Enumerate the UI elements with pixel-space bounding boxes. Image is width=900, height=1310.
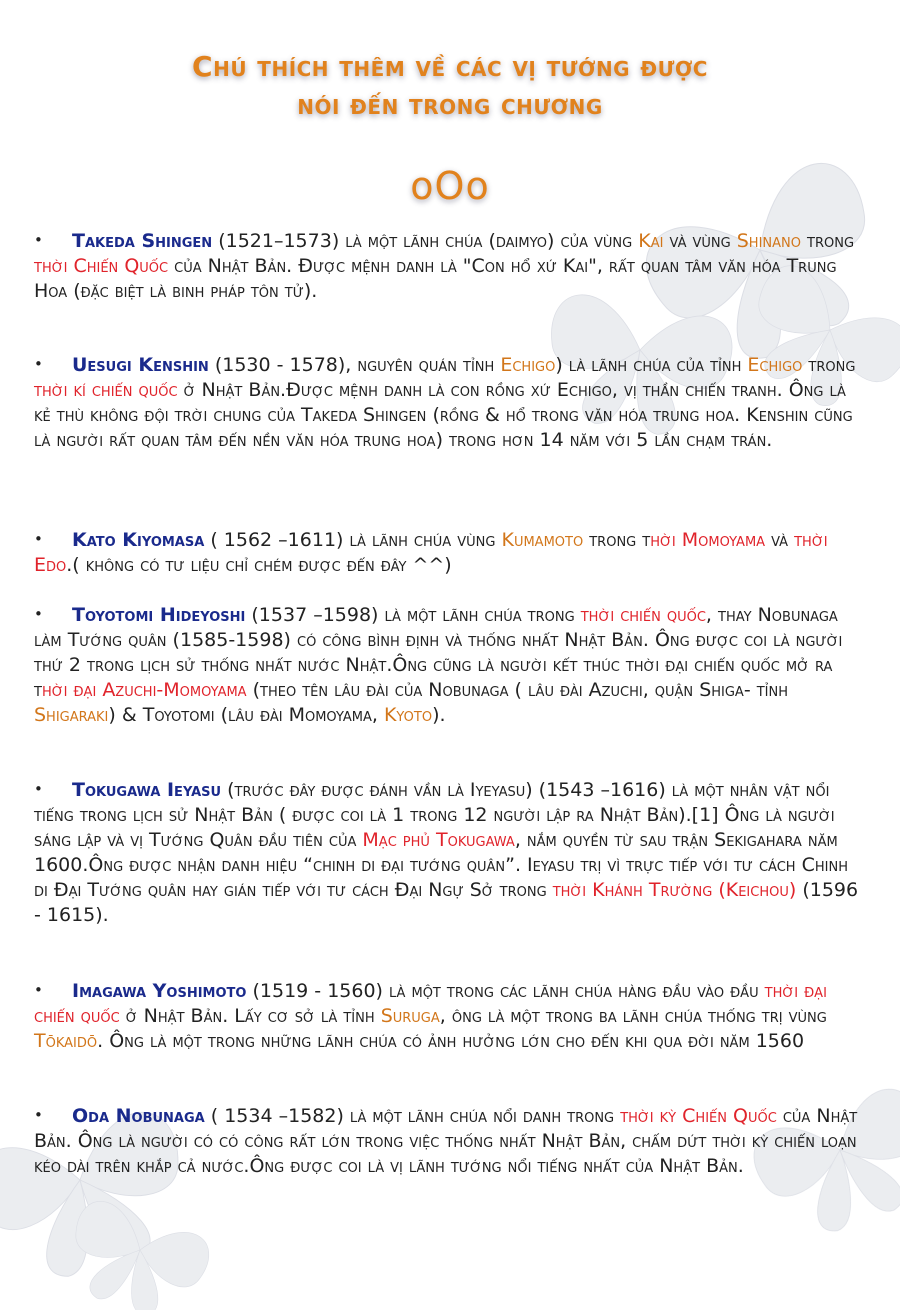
bullet: • — [34, 605, 43, 623]
general-name: Tokugawa Ieyasu — [72, 779, 222, 801]
general-name: Takeda Shingen — [72, 230, 213, 252]
place-highlight: Suruga — [380, 1005, 440, 1027]
general-name: Kato Kiyomasa — [72, 529, 205, 551]
era-highlight: thời đại chiến quốc — [34, 980, 827, 1027]
place-highlight: Kumamoto — [501, 529, 584, 551]
era-highlight: thời Khánh Trường (Keichou) — [552, 879, 797, 901]
ornament-divider: oOo — [410, 164, 490, 208]
list-item-kato-kiyomasa: • Kato Kiyomasa ( 1562 –1611) là lãnh chúa vùng Kumamoto trong thời Momoyama và thời Edo.( không có tư liệu chỉ chém được đến đây ^^) — [34, 529, 828, 576]
page-title-line-2: nói đến trong chương — [297, 88, 603, 121]
list-item-takeda-shingen: • Takeda Shingen (1521–1573) là một lãnh chúa (daimyo) của vùng Kai và vùng Shinano trong thời Chiến Quốc của Nhật Bản. Được mệnh danh là "Con hổ xứ Kai", rất quan tâm văn hóa Trung Hoa (đặc biệt là binh pháp tôn tử). — [34, 230, 855, 302]
era-highlight: thời chiến quốc — [580, 604, 706, 626]
list-item-uesugi-kenshin: • Uesugi Kenshin (1530 - 1578), nguyên quán tỉnh Echigo) là lãnh chúa của tỉnh Echigo trong thời kí chiến quốc ở Nhật Bản.Được mệnh danh là con rồng xứ Echigo, vị thần chiến tranh. Ông là kẻ thù không đội trời chung của Takeda Shingen (rồng & hổ trong văn hóa trung hoa. Kenshin cũng là người rất quan tâm đến nền văn hóa trung hoa) trong hơn 14 năm với 5 lần chạm trán. — [34, 354, 856, 451]
place-highlight: Echigo — [747, 354, 803, 376]
page-title-line-1: Chú thích thêm về các vị tướng được — [192, 50, 708, 83]
era-highlight: Mạc phủ Tokugawa — [362, 829, 515, 851]
bullet: • — [34, 1106, 43, 1124]
general-name: Toyotomi Hideyoshi — [72, 604, 246, 626]
bullet: • — [34, 981, 43, 999]
era-highlight: hời đại Azuchi-Momoyama — [41, 679, 247, 701]
place-highlight: Tōkaidō — [34, 1030, 98, 1052]
bullet: • — [34, 231, 43, 249]
era-highlight: hời Momoyama — [650, 529, 766, 551]
bullet: • — [34, 355, 43, 373]
era-highlight: thời Edo — [34, 529, 828, 576]
place-highlight: Shigaraki — [34, 704, 109, 726]
list-item-oda-nobunaga: • Oda Nobunaga ( 1534 –1582) là một lãnh chúa nổi danh trong thời kỳ Chiến Quốc của Nhật Bản. Ông là người có có công rất lớn trong việc thống nhất Nhật Bản, chấm dứt thời kỳ chiến loạn kéo dài trên khắp cả nước.Ông được coi là vị lãnh tướng nổi tiếng nhất của Nhật Bản. — [34, 1105, 858, 1177]
era-highlight: thời Chiến Quốc — [34, 255, 169, 277]
place-highlight: Kyoto — [383, 704, 433, 726]
place-highlight: Echigo — [500, 354, 556, 376]
general-name: Uesugi Kenshin — [72, 354, 209, 376]
list-item-imagawa-yoshimoto: • Imagawa Yoshimoto (1519 - 1560) là một trong các lãnh chúa hàng đầu vào đầu thời đại chiến quốc ở Nhật Bản. Lấy cơ sở là tỉnh Suruga, ông là một trong ba lãnh chúa thống trị vùng Tōkaidō. Ông là một trong những lãnh chúa có ảnh hưởng lớn cho đến khi qua đời năm 1560 — [34, 980, 827, 1052]
place-highlight: Kai — [638, 230, 664, 252]
general-name: Oda Nobunaga — [72, 1105, 205, 1127]
place-highlight: Shinano — [736, 230, 801, 252]
bullet: • — [34, 530, 43, 548]
general-name: Imagawa Yoshimoto — [72, 980, 247, 1002]
era-highlight: thời kí chiến quốc — [34, 379, 178, 401]
list-item-tokugawa-ieyasu: • Tokugawa Ieyasu (trước đây được đánh vần là Iyeyasu) (1543 –1616) là một nhân vật nổi tiếng trong lịch sử Nhật Bản ( được coi là 1 trong 12 người lập ra Nhật Bản).[1] Ông là người sáng lập và vị Tướng Quân đầu tiên của Mạc phủ Tokugawa, nắm quyền từ sau trận Sekigahara năm 1600.Ông được nhận danh hiệu “chinh di đại tướng quân”. Ieyasu trị vì trực tiếp với tư cách Chinh di Đại Tướng quân hay gián tiếp với tư cách Đại Ngự Sở trong thời Khánh Trường (Keichou) (1596 - 1615). — [34, 779, 859, 926]
era-highlight: thời kỳ Chiến Quốc — [620, 1105, 777, 1127]
list-item-toyotomi-hideyoshi: • Toyotomi Hideyoshi (1537 –1598) là một lãnh chúa trong thời chiến quốc, thay Nobunaga làm Tướng quân (1585-1598) có công bình định và thống nhất Nhật Bản. Ông được coi là người thứ 2 trong lịch sử thống nhất nước Nhật.Ông cũng là người kết thúc thời đại chiến quốc mở ra thời đại Azuchi-Momoyama (theo tên lâu đài của Nobunaga ( lâu đài Azuchi, quận Shiga- tỉnh Shigaraki) & Toyotomi (lâu đài Momoyama, Kyoto). — [34, 604, 843, 726]
bullet: • — [34, 780, 43, 798]
